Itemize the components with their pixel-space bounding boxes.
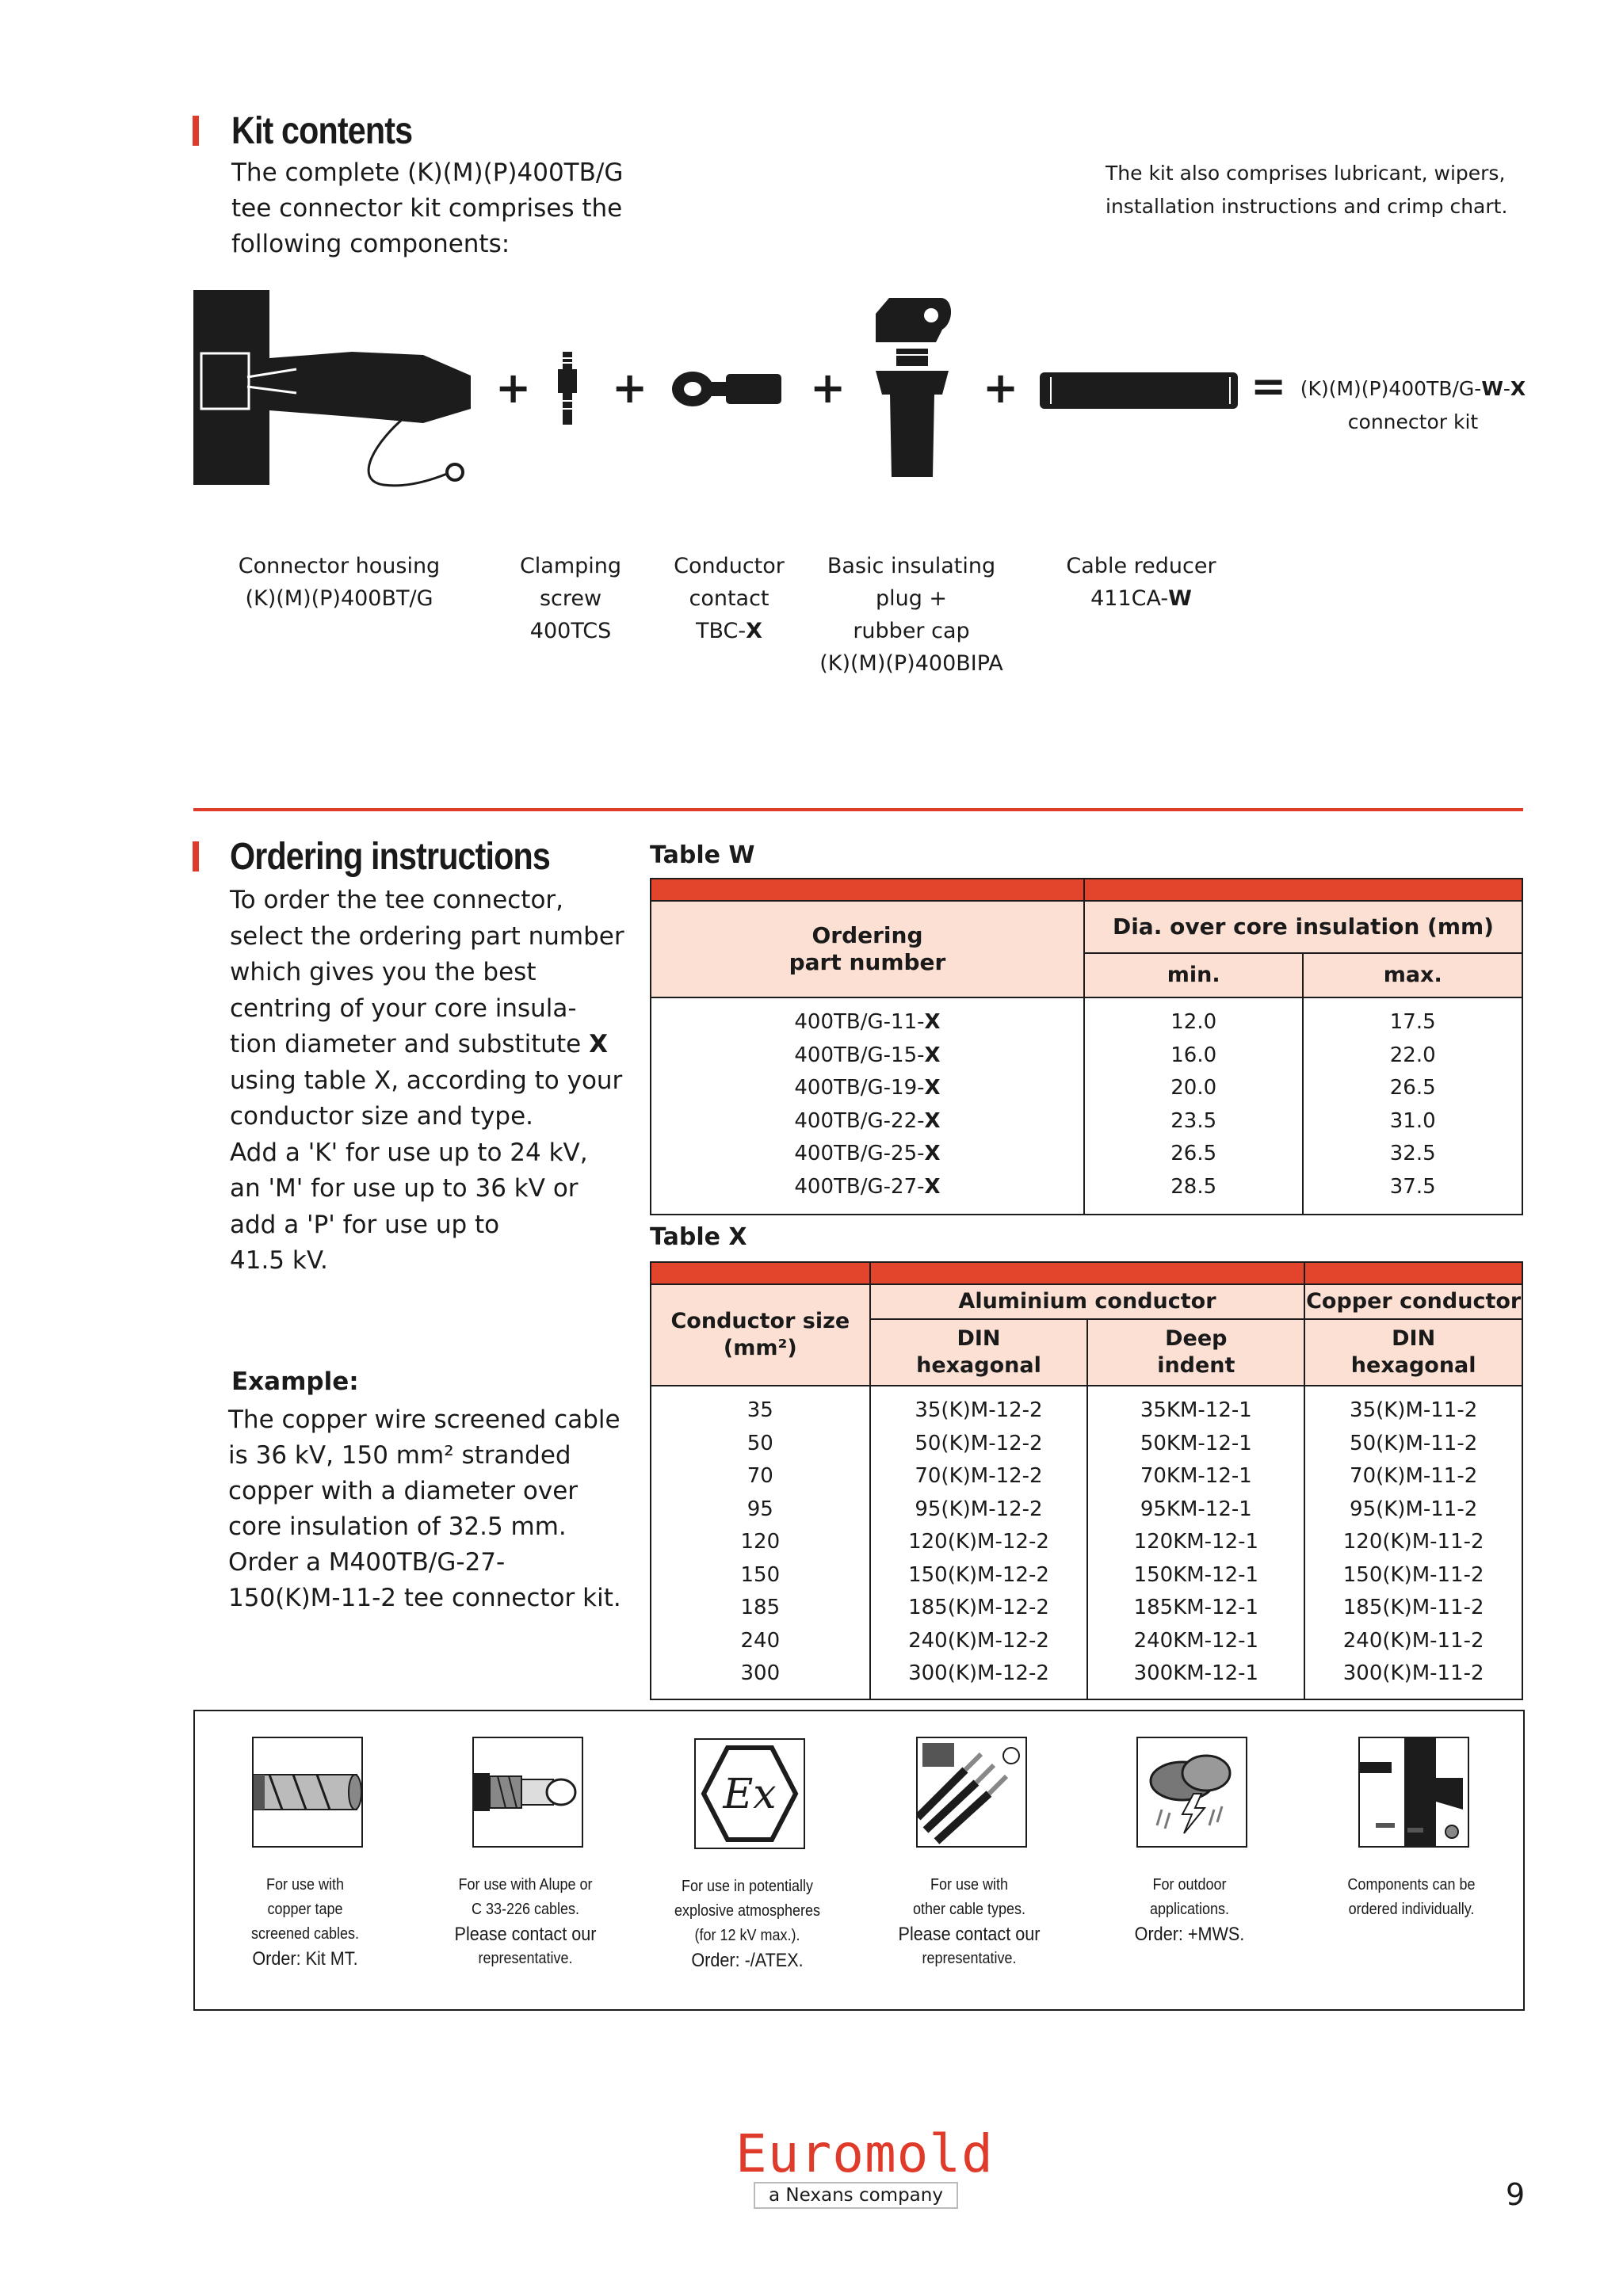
kit-intro: The complete (K)(M)(P)400TB/G tee connector kit comprises the following components: bbox=[231, 158, 624, 258]
plus-sign-2: + bbox=[612, 363, 648, 413]
table-w-col-part: Ordering part number bbox=[651, 901, 1084, 997]
euromold-logo bbox=[735, 2123, 994, 2207]
plus-sign-1: + bbox=[495, 363, 532, 413]
kit-also-note: The kit also comprises lubricant, wipers, installation instructions and crimp chart. bbox=[1106, 162, 1508, 218]
table-w-col-min: min. bbox=[1084, 953, 1303, 997]
caption-clamping-screw: Clamping screw 400TCS bbox=[519, 554, 622, 643]
clamping-screw-icon bbox=[558, 352, 577, 425]
table-x-col-alu-din: DIN hexagonal bbox=[870, 1319, 1088, 1386]
table-x-title: Table X bbox=[650, 1223, 747, 1251]
ex-atex-icon bbox=[694, 1738, 805, 1849]
note-outdoor: For outdoor applications. Order: +MWS. bbox=[1134, 1876, 1245, 1945]
insulating-plug-icon bbox=[869, 298, 957, 480]
other-cables-icon bbox=[916, 1737, 1027, 1848]
conductor-contact-icon bbox=[672, 369, 783, 409]
table-x-col-cu: Copper conductor bbox=[1304, 1284, 1522, 1319]
plus-sign-3: + bbox=[810, 363, 846, 413]
table-w bbox=[650, 878, 1523, 1215]
table-x-col-size: Conductor size (mm²) bbox=[651, 1284, 870, 1386]
note-ex: For use in potentially explosive atmospheres (for 12 kV max.). Order: -/ATEX. bbox=[674, 1878, 821, 1971]
note-other-cables: For use with other cable types. Please contact our representative. bbox=[898, 1876, 1041, 1967]
table-w-body: 400TB/G-11-X 400TB/G-15-X 400TB/G-19-X 400TB/G-22-X 400TB/G-25-X 400TB/G-27-X 12.0 16.0 20.0 23.5 26.5 28.5 17.5 22.0 26.5 31.0 32.5 37.5 bbox=[651, 997, 1522, 1215]
table-x-col-alu-deep: Deep indent bbox=[1087, 1319, 1304, 1386]
ordering-text: To order the tee connector, select the ordering part number which gives you the best centring of your core insula- tion diameter and substitute X using table X, according to your conductor size and type. Add a 'K' for use up to 24 kV, an 'M' for use up to 36 kV or add a 'P' for use up to 41.5 kV. bbox=[230, 886, 624, 1275]
example-text: The copper wire screened cable is 36 kV, 150 mm² stranded copper with a diameter over core insulation of 32.5 mm. Order a M400TB/G-27- 150(K)M-11-2 tee connector kit. bbox=[228, 1405, 621, 1612]
table-w-title: Table W bbox=[650, 841, 755, 869]
table-x-col-cu-din: DIN hexagonal bbox=[1304, 1319, 1522, 1386]
page-number: 9 bbox=[1506, 2177, 1526, 2212]
equals-sign: = bbox=[1251, 361, 1287, 411]
notes-box bbox=[193, 1710, 1525, 2011]
alupe-cable-icon bbox=[472, 1737, 583, 1848]
table-x-body: 35 50 70 95 120 150 185 240 300 35(K)M-12-2 50(K)M-12-2 70(K)M-12-2 95(K)M-12-2 120(K)M-12-2 150(K)M-12-2 185(K)M-12-2 240(K)M-12-2 300(K)M-12-2 35KM-12-1 50KM-12-1 70KM-12-1 95KM-12-1 120KM-12-1 150KM-12-1 185KM-12-1 240KM-12-1 300KM-12-1 35(K)M-11-2 50(K)M-11-2 70(K)M-11-2 95(K)M-11-2 120(K)M-11-2 150(K)M-11-2 185(K)M-11-2 240(K)M-11-2 300(K)M-11-2 bbox=[651, 1386, 1522, 1699]
caption-connector-housing: Connector housing (K)(M)(P)400BT/G bbox=[238, 554, 441, 611]
table-x bbox=[650, 1261, 1523, 1700]
section-divider bbox=[193, 808, 1523, 811]
ordering-title: Ordering instructions bbox=[230, 836, 550, 878]
svg-text:Ex: Ex bbox=[723, 1771, 777, 1818]
caption-conductor-contact: Conductor contact TBC-X bbox=[674, 554, 785, 643]
components-icon bbox=[1358, 1737, 1469, 1848]
brand-tagline: a Nexans company bbox=[754, 2182, 958, 2209]
outdoor-weather-icon bbox=[1136, 1737, 1247, 1848]
plus-sign-4: + bbox=[983, 363, 1019, 413]
caption-cable-reducer: Cable reducer 411CA-W bbox=[1066, 554, 1216, 611]
kit-result: (K)(M)(P)400TB/G-W-X connector kit bbox=[1300, 377, 1526, 433]
caption-insulating-plug: Basic insulating plug + rubber cap (K)(M)(P)400BIPA bbox=[819, 554, 1003, 676]
note-copper-tape: For use with copper tape screened cables. Order: Kit MT. bbox=[250, 1876, 360, 1970]
kit-contents-title: Kit contents bbox=[231, 110, 413, 152]
kit-section-marker bbox=[193, 116, 199, 146]
table-x-col-alu: Aluminium conductor bbox=[870, 1284, 1305, 1319]
table-w-col-max: max. bbox=[1303, 953, 1522, 997]
ordering-section-marker bbox=[193, 841, 199, 871]
example-title: Example: bbox=[231, 1367, 359, 1396]
brand-name: Euromold bbox=[735, 2123, 994, 2184]
note-components: Components can be ordered individually. bbox=[1347, 1876, 1476, 1918]
cable-reducer-icon bbox=[1040, 372, 1238, 409]
table-w-col-dia: Dia. over core insulation (mm) bbox=[1084, 901, 1522, 953]
connector-housing-icon bbox=[193, 290, 479, 504]
copper-tape-cable-icon bbox=[252, 1737, 363, 1848]
note-alupe: For use with Alupe or C 33-226 cables. Please contact our representative. bbox=[454, 1876, 597, 1967]
